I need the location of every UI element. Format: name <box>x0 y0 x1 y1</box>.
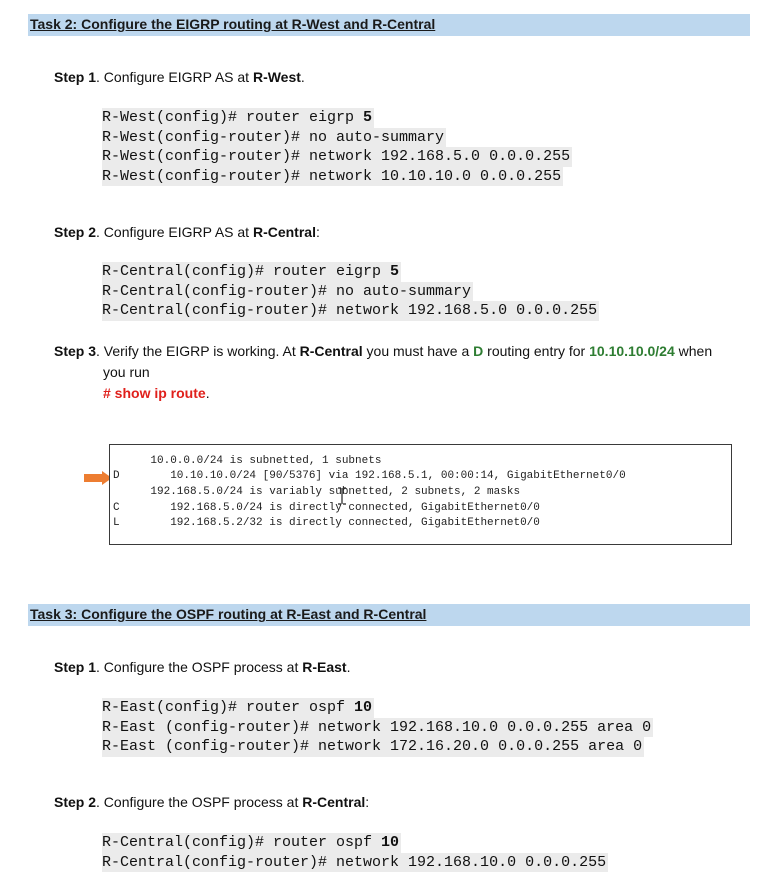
task3-step1-code <box>102 698 653 757</box>
task2-step1-instruction: Step 1. Configure EIGRP AS at R-West. <box>54 69 305 85</box>
route-line: 10.0.0.0/24 is subnetted, 1 subnets <box>124 455 382 467</box>
route-code: C <box>113 502 120 514</box>
code-line: R-Central(config-router)# network 192.168.10.0 0.0.0.255 <box>102 853 607 871</box>
task2-step3-continuation: you run <box>103 364 150 380</box>
task2-step2-instruction: Step 2. Configure EIGRP AS at R-Central: <box>54 224 320 240</box>
code-line: R-East (config-router)# network 172.16.20.0 0.0.0.255 area 0 <box>102 738 643 755</box>
route-line: 192.168.5.0/24 is variably subnetted, 2 subnets, 2 masks <box>124 486 521 498</box>
task3-header <box>28 604 750 626</box>
code-line: R-Central(config-router)# network 192.168.5.0 0.0.0.255 <box>102 302 598 319</box>
route-code: L <box>113 517 120 529</box>
text-cursor-icon <box>337 487 347 505</box>
route-line: 10.10.10.0/24 [90/5376] via 192.168.5.1, 00:00:14, GigabitEthernet0/0 <box>124 470 626 482</box>
task2-title: Task 2: Configure the EIGRP routing at R-West and R-Central <box>30 16 436 32</box>
code-line: R-West(config-router)# network 10.10.10.0 0.0.0.255 <box>102 167 562 185</box>
route-line: 192.168.5.0/24 is directly connected, GigabitEthernet0/0 <box>124 502 540 514</box>
show-ip-route-output <box>109 444 732 545</box>
code-line: R-East(config)# router ospf 10 <box>102 699 373 716</box>
code-line: R-Central(config)# router ospf 10 <box>102 834 400 851</box>
code-line: R-West(config-router)# no auto-summary <box>102 128 445 146</box>
code-line: R-Central(config)# router eigrp 5 <box>102 263 400 280</box>
task2-step3-instruction: Step 3. Verify the EIGRP is working. At R-Central you must have a D routing entry for 10.10.10.0/24 when <box>54 343 713 359</box>
task3-step2-code <box>102 833 608 872</box>
route-code: D <box>113 470 120 482</box>
task2-step2-code <box>102 262 599 321</box>
code-line: R-West(config-router)# network 192.168.5.0 0.0.0.255 <box>102 148 571 165</box>
code-line: R-West(config)# router eigrp 5 <box>102 109 373 126</box>
task2-step1-code <box>102 108 572 186</box>
code-line: R-Central(config-router)# no auto-summary <box>102 282 472 300</box>
task3-step1-instruction: Step 1. Configure the OSPF process at R-East. <box>54 659 351 675</box>
task3-step2-instruction: Step 2. Configure the OSPF process at R-Central: <box>54 794 370 810</box>
task2-step3-command: # show ip route. <box>103 385 210 401</box>
route-line: 192.168.5.2/32 is directly connected, GigabitEthernet0/0 <box>124 517 540 529</box>
code-line: R-East (config-router)# network 192.168.10.0 0.0.0.255 area 0 <box>102 718 652 736</box>
task2-header <box>28 14 750 36</box>
task3-title: Task 3: Configure the OSPF routing at R-East and R-Central <box>30 606 427 622</box>
